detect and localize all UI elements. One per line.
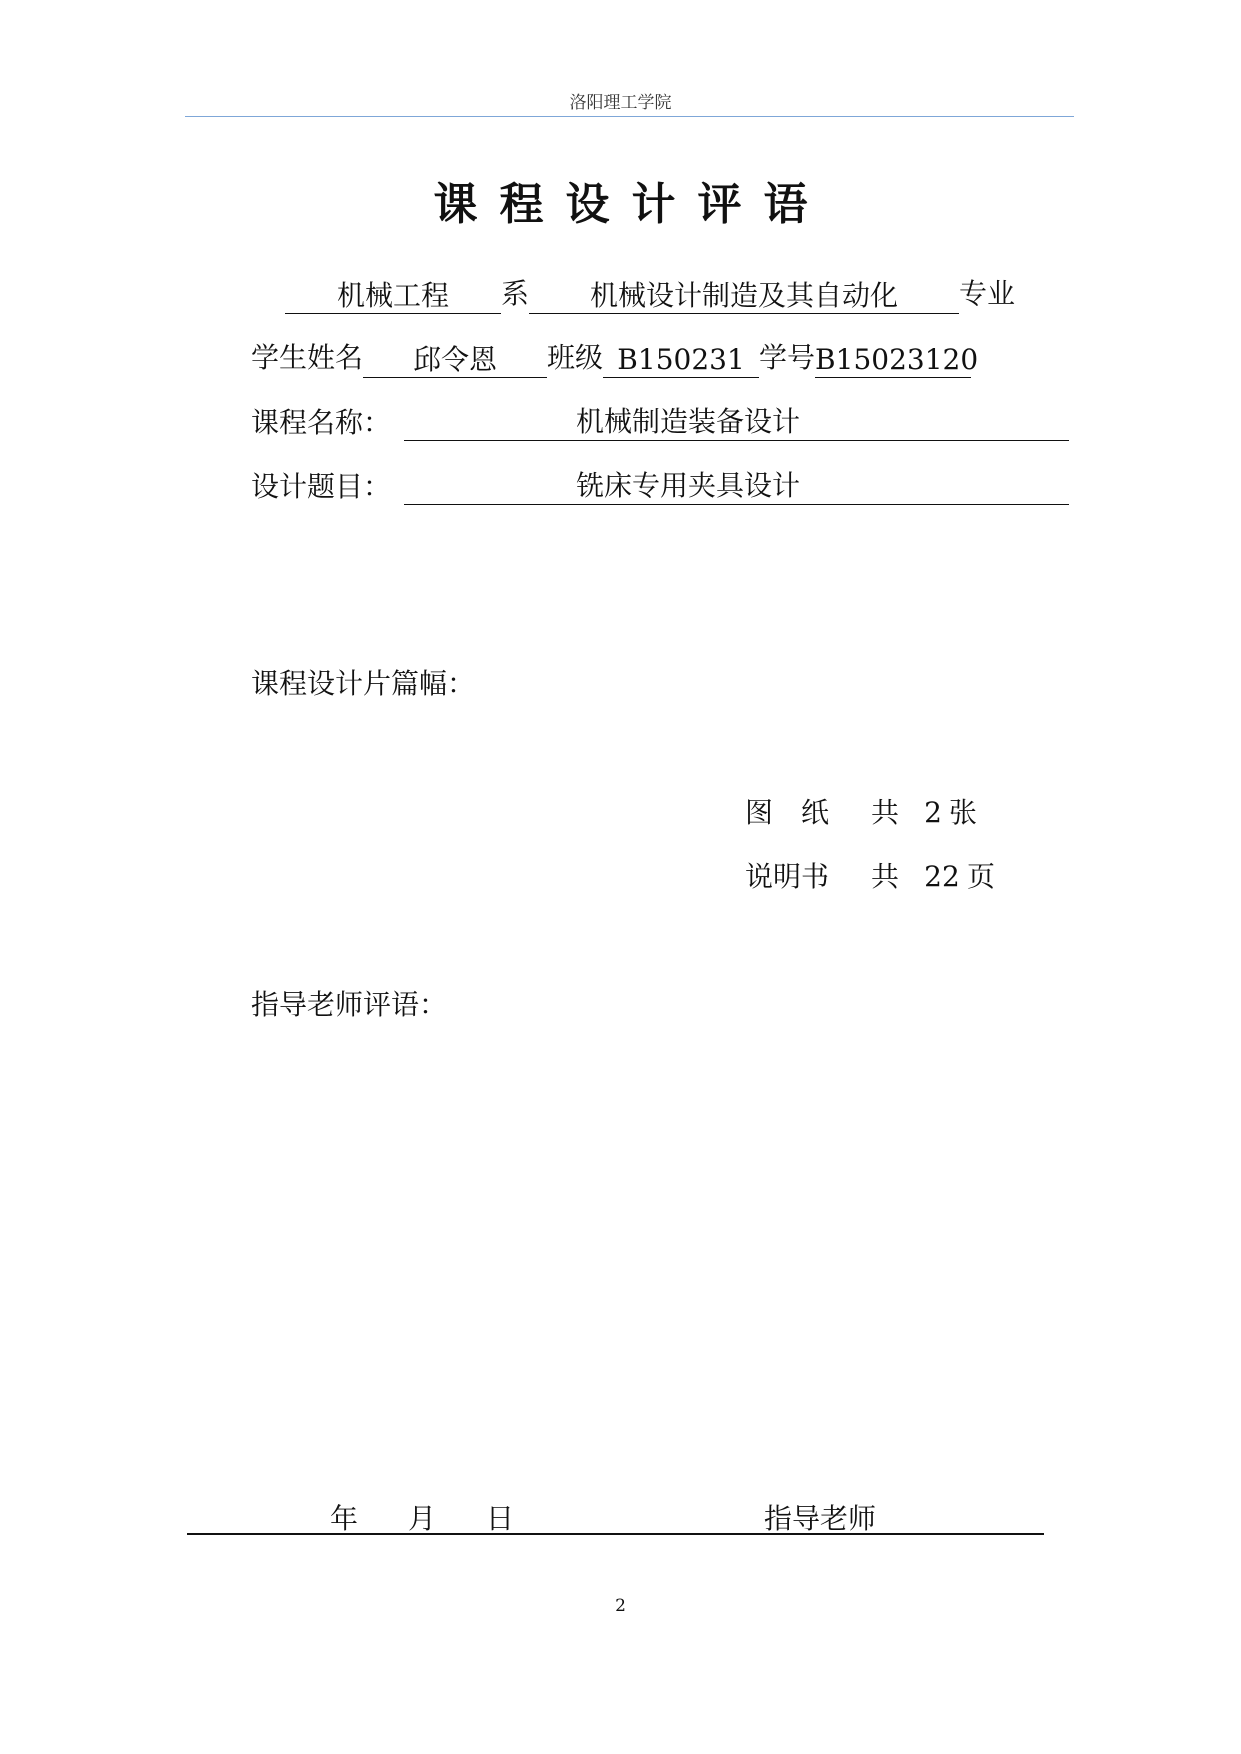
- drawings-total-label: 共: [871, 796, 900, 829]
- department-value: 机械工程: [285, 279, 501, 314]
- manual-unit: 页: [967, 860, 996, 893]
- student-line: [251, 338, 979, 378]
- student-id-label: 学号: [759, 341, 816, 374]
- major-value: 机械设计制造及其自动化: [529, 279, 959, 314]
- class-value: B150231: [603, 343, 759, 378]
- signature-year: 年: [330, 1502, 359, 1535]
- student-name-value: 邱令恩: [363, 343, 547, 378]
- page-header: 洛阳理工学院: [569, 93, 672, 113]
- drawings-unit: 张: [949, 796, 978, 829]
- student-id-value: B15023120: [815, 343, 979, 376]
- department-line: [285, 274, 1015, 314]
- signature-month: 月: [408, 1502, 437, 1535]
- class-label: 班级: [547, 341, 604, 374]
- length-label: 课程设计片篇幅：: [251, 667, 476, 700]
- course-value: 机械制造装备设计: [576, 405, 801, 438]
- signature-advisor: 指导老师: [764, 1502, 877, 1535]
- course-label: 课程名称：: [251, 406, 392, 439]
- topic-value: 铣床专用夹具设计: [576, 469, 801, 502]
- manual-count: 22: [924, 860, 960, 893]
- drawings-count: 2: [924, 796, 942, 829]
- major-suffix: 专业: [959, 277, 1016, 310]
- topic-field: [404, 468, 1069, 505]
- drawings-count-row: [745, 793, 977, 833]
- manual-count-row: [745, 857, 995, 897]
- page-number: 2: [615, 1596, 626, 1616]
- drawings-label: 图 纸: [745, 796, 830, 829]
- advisor-comments-label: 指导老师评语：: [251, 988, 448, 1021]
- header-divider: [185, 116, 1074, 117]
- page-title: 课程设计评语: [433, 179, 830, 230]
- signature-day: 日: [486, 1502, 515, 1535]
- manual-total-label: 共: [871, 860, 900, 893]
- signature-rule: [187, 1533, 1044, 1535]
- topic-label: 设计题目：: [251, 470, 392, 503]
- department-suffix: 系: [501, 277, 530, 310]
- student-name-label: 学生姓名: [251, 341, 364, 374]
- course-field: [404, 404, 1069, 441]
- manual-label: 说明书: [745, 860, 830, 893]
